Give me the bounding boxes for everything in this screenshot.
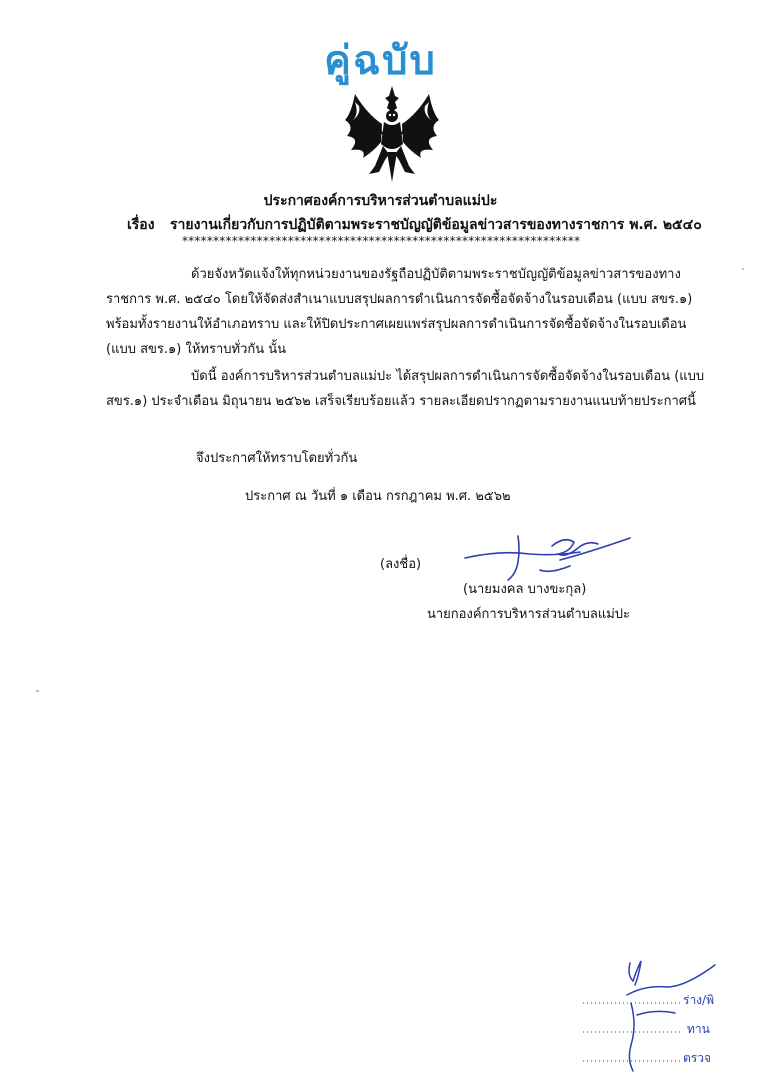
- garuda-emblem-icon: [337, 84, 447, 184]
- separator-line: ****************************************************************: [181, 234, 580, 248]
- initials-note: [575, 955, 755, 1075]
- initials-line-check: ตรวจ: [683, 1051, 712, 1065]
- subject-label: เรื่อง: [127, 217, 155, 233]
- sign-label: (ลงชื่อ): [380, 557, 422, 572]
- signer-name: (นายมงคล บางขะกุล): [463, 582, 587, 597]
- body-paragraph-2: บัดนี้ องค์การบริหารส่วนตำบลแม่ปะ ได้สรุปผลการดำเนินการจัดซื้อจัดจ้างในรอบเดือน (แบบ สขร.๑) ประจำเดือน มิถุนายน ๒๕๖๒ เสร็จเรียบร้อยแล้ว รายละเอียดปรากฏตามรายงานแนบท้ายประกาศนี้: [106, 369, 705, 409]
- subject-text: รายงานเกี่ยวกับการปฏิบัติตามพระราชบัญญัติข้อมูลข่าวสารของทางราชการ พ.ศ. ๒๕๔๐: [170, 217, 702, 233]
- announcement-heading: ประกาศองค์การบริหารส่วนตำบลแม่ปะ: [263, 193, 498, 209]
- initials-line-review: ทาน: [687, 1022, 710, 1036]
- initials-line-draft: ร่าง/พิ: [683, 993, 714, 1007]
- body-paragraph-1: ด้วยจังหวัดแจ้งให้ทุกหน่วยงานของรัฐถือปฏิบัติตามพระราชบัญญัติข้อมูลข่าวสารของทางราชการ พ.ศ. ๒๕๔๐ โดยให้จัดส่งสำเนาแบบสรุปผลการดำเนินการจัดซื้อจัดจ้างในรอบเดือน (แบบ สขร.๑) พร้อมทั้งรายงานให้อำเภอทราบ และให้ปิดประกาศเผยแพร่สรุปผลการดำเนินการจัดซื้อจัดจ้างในรอบเดือน (แบบ สขร.๑) ให้ทราบทั่วกัน นั้น: [106, 267, 693, 357]
- initials-scribble: [575, 955, 755, 1075]
- scan-speck: [36, 690, 39, 692]
- closing-statement: จึงประกาศให้ทราบโดยทั่วกัน: [196, 451, 358, 466]
- announcement-date: ประกาศ ณ วันที่ ๑ เดือน กรกฎาคม พ.ศ. ๒๕๖๒: [245, 489, 511, 504]
- signer-title: นายกองค์การบริหารส่วนตำบลแม่ปะ: [427, 607, 631, 622]
- handwritten-signature: [460, 530, 635, 585]
- scan-speck: [742, 268, 744, 270]
- copy-stamp: คู่ฉบับ: [324, 38, 437, 84]
